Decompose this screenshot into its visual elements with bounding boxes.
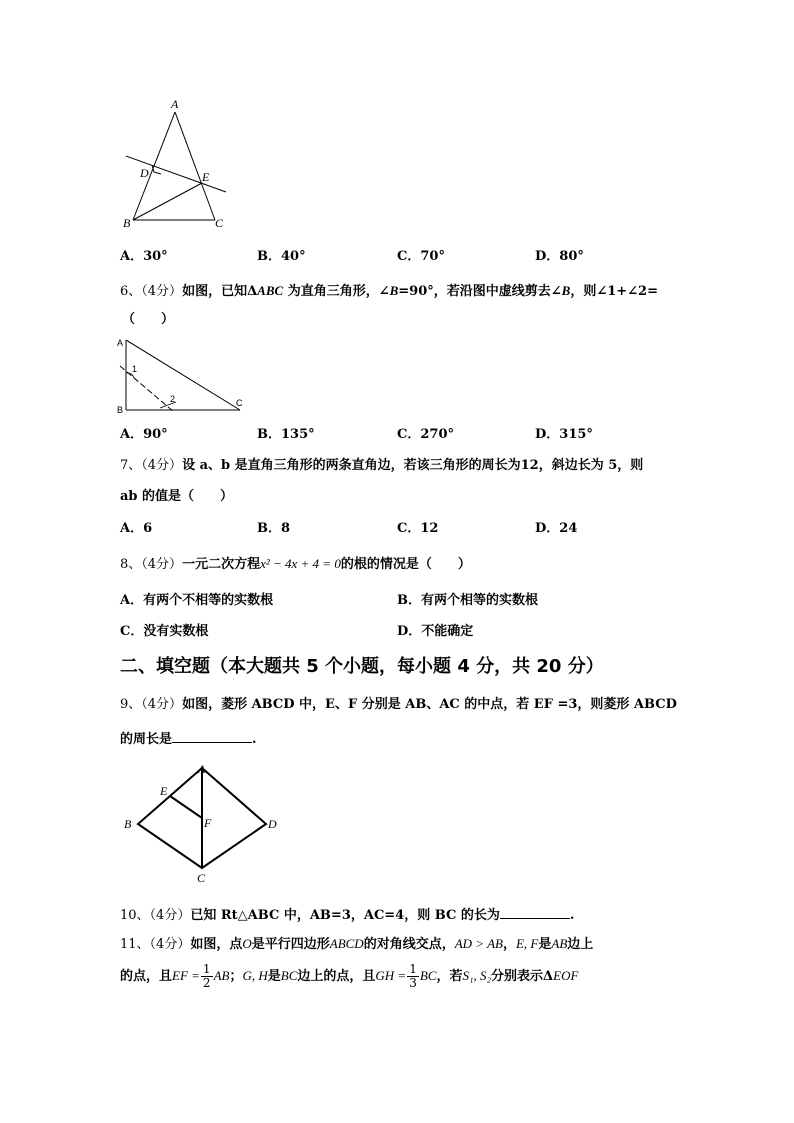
q6-b2: B	[561, 283, 571, 298]
q7-score: （4分）	[141, 458, 183, 473]
section-2-heading: 二、填空题（本大题共 5 个小题，每小题 4 分，共 20 分）	[120, 656, 604, 677]
q11-frac1-num: 1	[202, 962, 211, 976]
q5-option-b[interactable]: B．40°	[257, 249, 306, 264]
q7-option-d[interactable]: D．24	[535, 521, 578, 536]
q11-t6: 边上	[567, 937, 594, 952]
q10-end: .	[569, 908, 575, 923]
label-d: D	[268, 817, 277, 831]
q7-text-1: 设 a、b 是直角三角形的两条直角边，若该三角形的周长为12，斜边长为 5，则	[182, 458, 644, 473]
q11-frac1-ab: AB	[213, 968, 230, 983]
q6-stem	[120, 282, 658, 301]
q11-frac1-den: 2	[202, 976, 211, 990]
q11-score: （4分）	[149, 937, 191, 952]
label-b: B	[123, 216, 131, 230]
q11-t10: 边上的点，且	[297, 969, 376, 984]
q8-text-1: 一元二次方程	[182, 557, 261, 572]
q9-answer-blank[interactable]	[172, 728, 252, 743]
q6-text-4: ，则∠1+∠2=	[570, 284, 658, 299]
q8-option-c[interactable]: C．没有实数根	[120, 624, 209, 639]
q11-t5: 是	[538, 937, 552, 952]
q10-score: （4分）	[149, 908, 191, 923]
q6-option-b[interactable]: B．135°	[257, 427, 315, 442]
q6-option-a[interactable]: A．90°	[120, 427, 168, 442]
label-d: D	[140, 166, 149, 180]
q9-stem-line-1	[120, 696, 677, 714]
q8-text-2: 的根的情况是（ ）	[340, 557, 471, 572]
q11-t1: 如图，点	[190, 937, 243, 952]
q5-option-d[interactable]: D．80°	[535, 249, 584, 264]
q10-answer-blank[interactable]	[500, 904, 570, 919]
q11-t2: 是平行四边形	[251, 937, 330, 952]
q7-option-c[interactable]: C．12	[397, 521, 439, 536]
q6-score: （4分）	[141, 284, 183, 299]
q9-score: （4分）	[141, 697, 183, 712]
label-b: B	[117, 405, 124, 415]
q7-stem-line-1	[120, 457, 643, 475]
q9-end: .	[252, 732, 257, 747]
label-c: C	[197, 871, 206, 885]
label-a: A	[198, 762, 206, 776]
q7-option-b[interactable]: B．8	[257, 521, 291, 536]
label-2: 2	[170, 394, 176, 404]
q11-t8: ；	[229, 969, 243, 984]
q11-ineq: AD > AB	[454, 936, 503, 951]
label-c: C	[215, 216, 224, 230]
q10-stem	[120, 904, 574, 925]
q10-text: 已知 Rt△ABC 中，AB=3，AC=4，则 BC 的长为	[190, 908, 500, 923]
label-a: A	[171, 97, 179, 111]
q6-option-c[interactable]: C．270°	[397, 427, 454, 442]
label-a: A	[117, 338, 124, 348]
q11-abcd: ABCD	[329, 936, 364, 951]
q7-option-a[interactable]: A．6	[120, 521, 153, 536]
q11-o: O	[242, 936, 252, 951]
q8-option-d[interactable]: D．不能确定	[397, 624, 474, 639]
q9-text-2: 的周长是	[120, 732, 173, 747]
q6-text-3: =90°，若沿图中虚线剪去∠	[398, 284, 562, 299]
q11-fraction-third	[407, 963, 419, 990]
q8-stem	[120, 555, 471, 574]
figure-triangle-abc-q5	[118, 96, 238, 232]
q6-option-d[interactable]: D．315°	[535, 427, 593, 442]
segment-ac	[126, 340, 240, 410]
q6-b1: B	[389, 283, 399, 298]
q11-eof: EOF	[553, 968, 579, 983]
q8-score: （4分）	[141, 557, 183, 572]
q11-efeq: EF =	[172, 968, 200, 983]
q11-t9: 是	[267, 969, 281, 984]
q11-stem-line-2	[120, 962, 578, 991]
segment-ef	[170, 796, 202, 818]
q11-s: S₁, S₂	[462, 968, 492, 983]
q8-number: 8、	[120, 557, 142, 572]
q6-tri: ABC	[257, 283, 284, 298]
q8-option-a[interactable]: A．有两个不相等的实数根	[120, 593, 274, 608]
q11-t7: 的点，且	[120, 969, 173, 984]
q9-number: 9、	[120, 697, 142, 712]
q11-frac2-bc: BC	[419, 968, 437, 983]
q11-t12: 分别表示Δ	[491, 969, 554, 984]
q11-number: 11、	[120, 937, 150, 952]
q6-number: 6、	[120, 284, 142, 299]
q7-stem-line-2: ab 的值是（ ）	[120, 489, 234, 504]
figure-right-triangle-q6	[114, 336, 250, 418]
q11-gh: G, H	[242, 968, 268, 983]
q8-option-b[interactable]: B．有两个相等的实数根	[397, 593, 538, 608]
q11-gheq: GH =	[375, 968, 407, 983]
label-1: 1	[132, 364, 138, 374]
q11-ef: E, F	[515, 936, 539, 951]
label-e: E	[202, 170, 210, 184]
q6-text-1: 如图，已知Δ	[182, 284, 258, 299]
q11-ab: AB	[551, 936, 568, 951]
q9-stem-line-2	[120, 728, 257, 749]
figure-rhombus-q9	[120, 756, 290, 888]
q11-bc: BC	[280, 968, 298, 983]
segment-ac	[175, 112, 215, 220]
q10-number: 10、	[120, 908, 150, 923]
label-e: E	[160, 784, 168, 798]
label-f: F	[204, 816, 212, 830]
q9-text-1: 如图，菱形 ABCD 中，E、F 分别是 AB、AC 的中点，若 EF =3，则菱形 ABCD	[182, 697, 677, 712]
q11-t4: ，	[502, 937, 516, 952]
q5-option-a[interactable]: A．30°	[120, 249, 168, 264]
q11-fraction-half	[201, 963, 213, 990]
label-b: B	[124, 817, 132, 831]
q11-t3: 的对角线交点，	[363, 937, 455, 952]
q11-t11: ，若	[436, 969, 463, 984]
q11-frac2-num: 1	[409, 962, 417, 976]
q8-equation: x² − 4x + 4 = 0	[260, 556, 341, 571]
q6-text-2: 为直角三角形，∠	[283, 284, 390, 299]
q11-frac2-den: 3	[409, 976, 417, 990]
segment-be	[133, 183, 202, 220]
q11-stem-line-1	[120, 935, 593, 954]
q6-paren: （ ）	[122, 312, 175, 327]
q7-number: 7、	[120, 458, 142, 473]
q5-option-c[interactable]: C．70°	[397, 249, 445, 264]
label-c: C	[236, 398, 243, 408]
